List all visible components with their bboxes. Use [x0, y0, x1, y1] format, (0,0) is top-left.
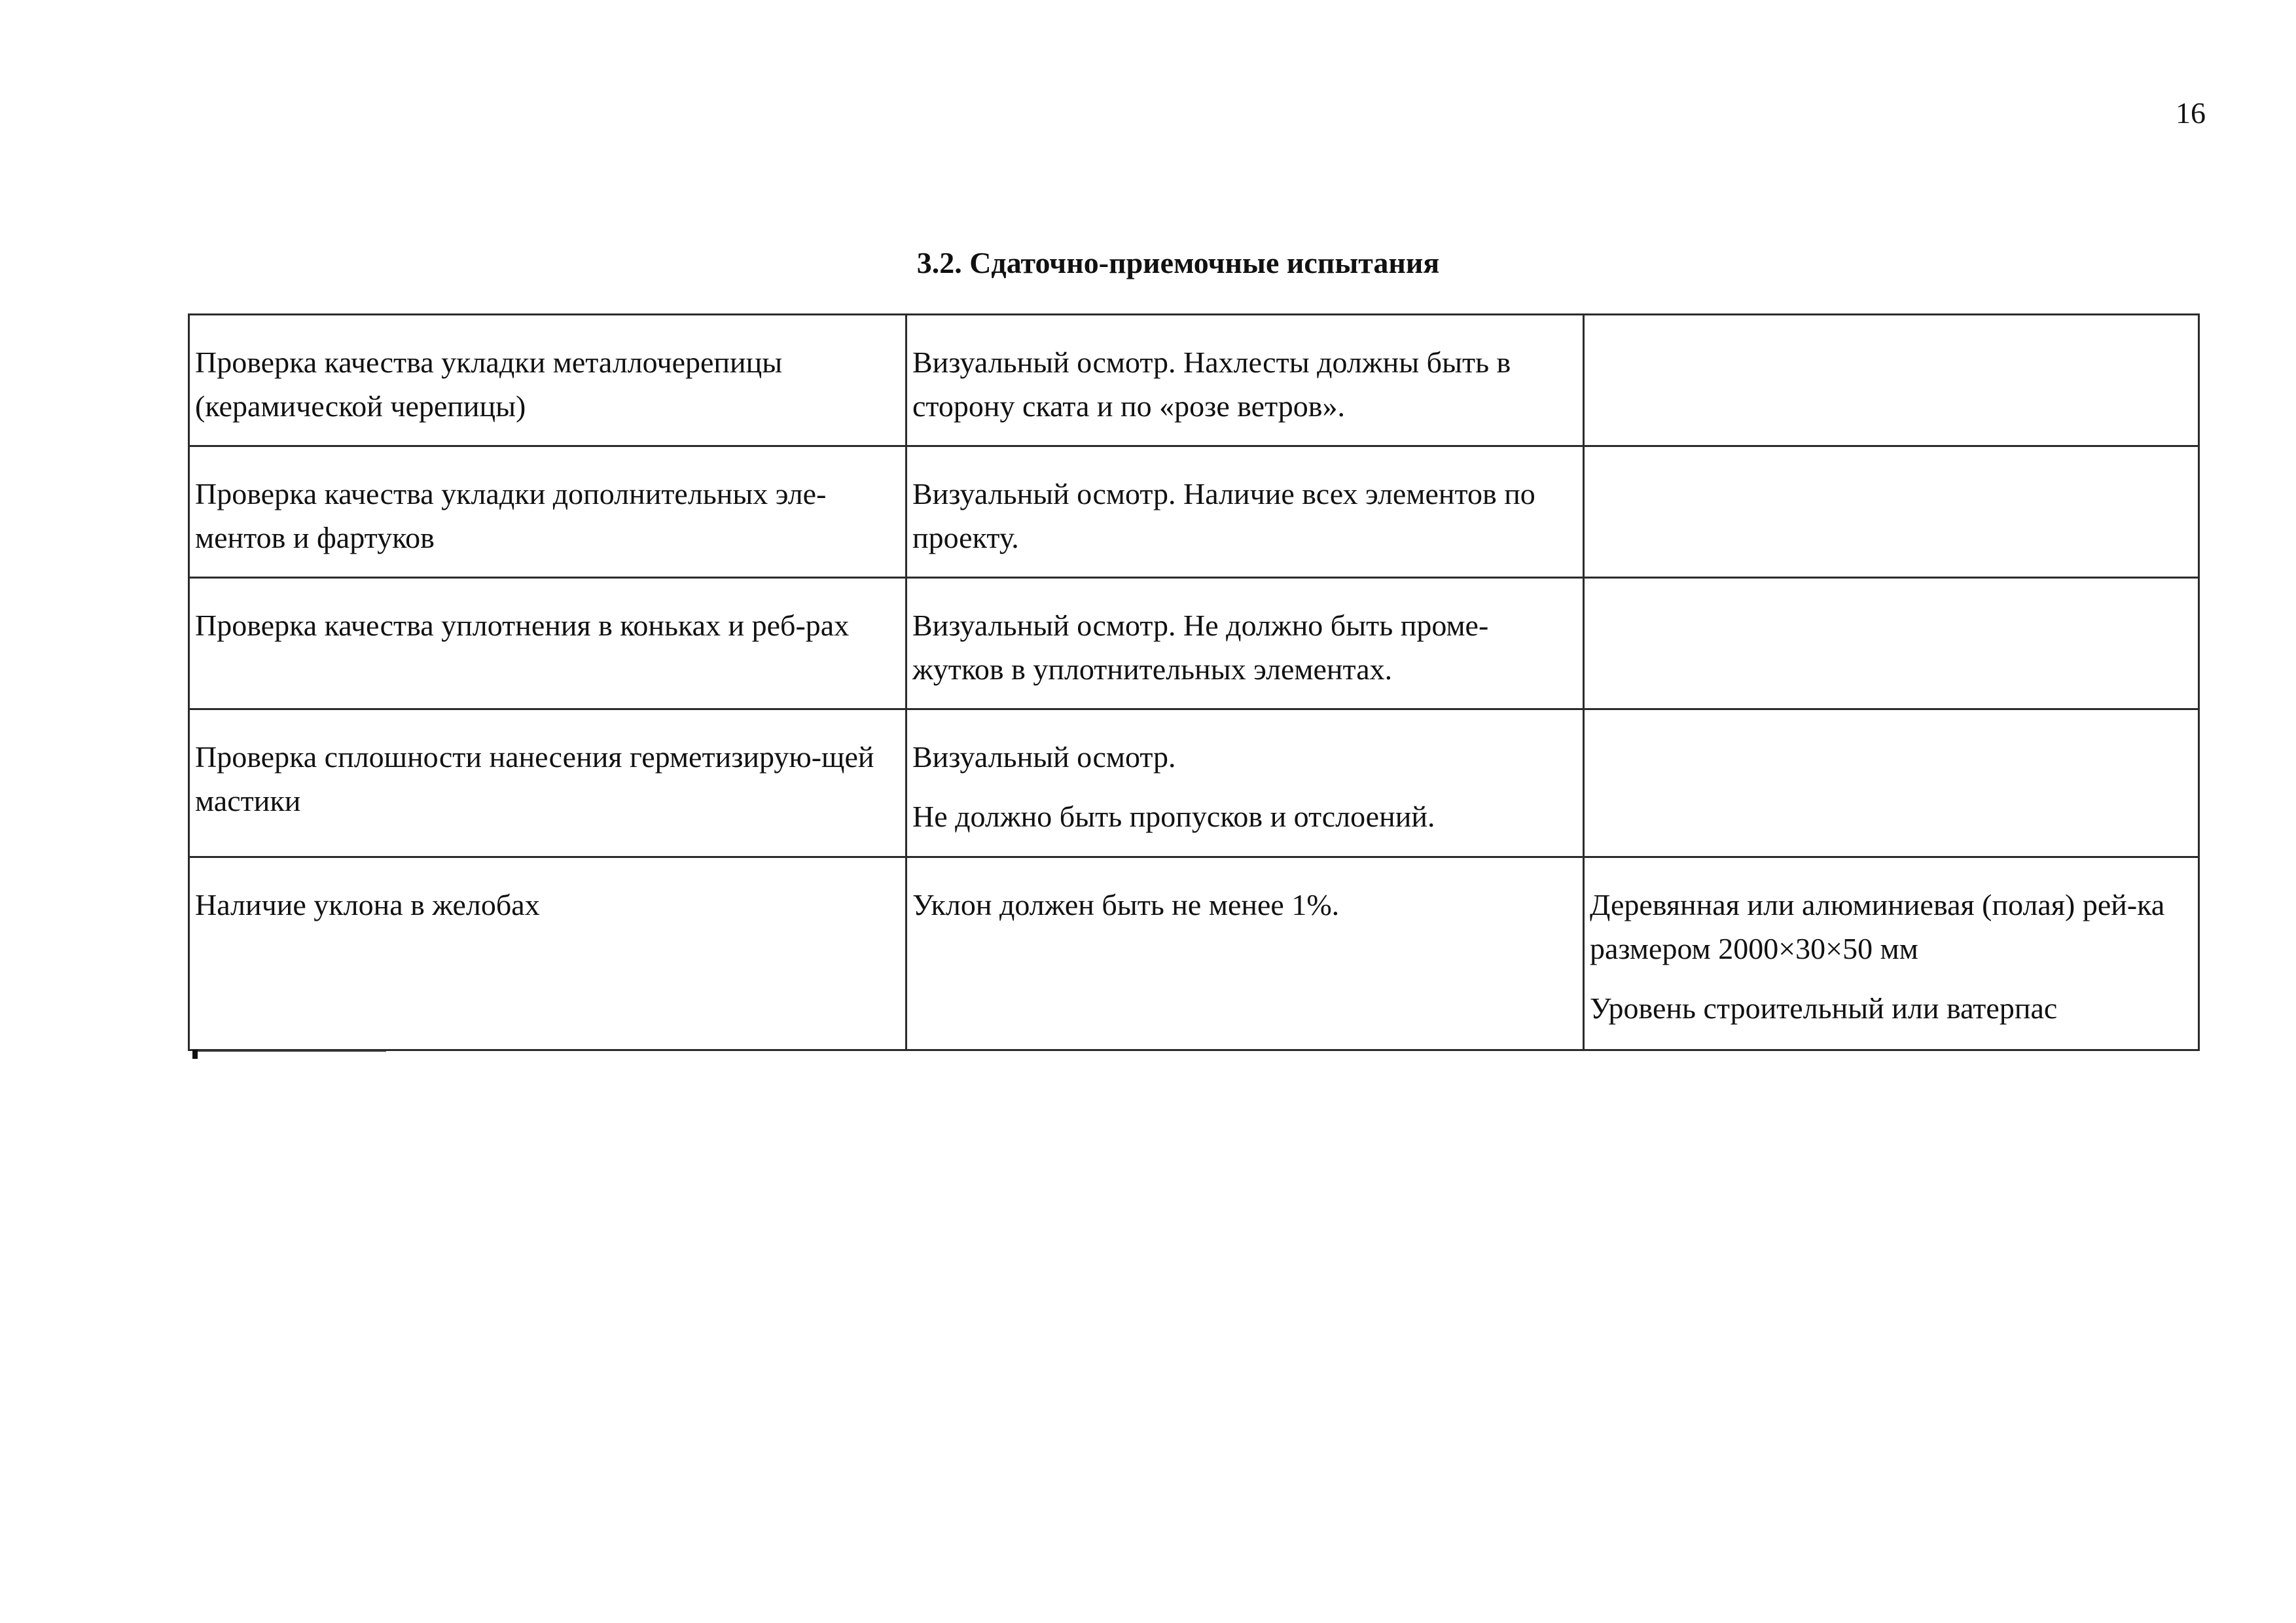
- tools-cell: [1584, 709, 2199, 857]
- table-row: [189, 315, 2199, 446]
- check-cell: [189, 446, 906, 578]
- table-row: [189, 857, 2199, 1050]
- tools-cell: [1584, 857, 2199, 1050]
- footnote-mark: [192, 1050, 198, 1059]
- check-text: Проверка сплошности нанесения герметизирую-щей мастики: [195, 740, 874, 817]
- section-title: 3.2. Сдаточно-приемочные испытания: [916, 246, 1440, 279]
- check-cell: [189, 857, 906, 1050]
- check-cell: [189, 709, 906, 857]
- check-text: Наличие уклона в желобах: [195, 888, 540, 921]
- check-text: Проверка качества укладки металлочерепицы (керамической черепицы): [195, 346, 783, 423]
- check-cell: [189, 578, 906, 709]
- method-cell: [906, 709, 1584, 857]
- tools-text: Уровень строительный или ватерпас: [1590, 991, 2058, 1025]
- method-cell: [906, 578, 1584, 709]
- table-row: [189, 578, 2199, 709]
- method-cell: [906, 446, 1584, 578]
- method-text: Визуальный осмотр. Наличие всех элементов по проекту.: [912, 477, 1535, 554]
- method-text: Визуальный осмотр.: [912, 740, 1176, 774]
- table-row: [189, 709, 2199, 857]
- method-text: Визуальный осмотр. Нахлесты должны быть в сторону ската и по «розе ветров».: [912, 346, 1511, 423]
- inspection-table: [188, 313, 2200, 1051]
- method-text: Визуальный осмотр. Не должно быть проме-жутков в уплотнительных элементах.: [912, 609, 1489, 686]
- method-cell: [906, 315, 1584, 446]
- check-text: Проверка качества уплотнения в коньках и реб-рах: [195, 609, 850, 642]
- tools-cell: [1584, 315, 2199, 446]
- check-text: Проверка качества укладки дополнительных эле-ментов и фартуков: [195, 477, 827, 554]
- method-cell: [906, 857, 1584, 1050]
- tools-cell: [1584, 578, 2199, 709]
- method-text: Не должно быть пропусков и отслоений.: [912, 800, 1435, 833]
- method-text: Уклон должен быть не менее 1%.: [912, 888, 1340, 921]
- table-row: [189, 446, 2199, 578]
- footnote-separator: [192, 1050, 386, 1052]
- page-number: 16: [2176, 96, 2206, 130]
- tools-cell: [1584, 446, 2199, 578]
- tools-text: Деревянная или алюминиевая (полая) рей-ка размером 2000×30×50 мм: [1590, 888, 2165, 965]
- check-cell: [189, 315, 906, 446]
